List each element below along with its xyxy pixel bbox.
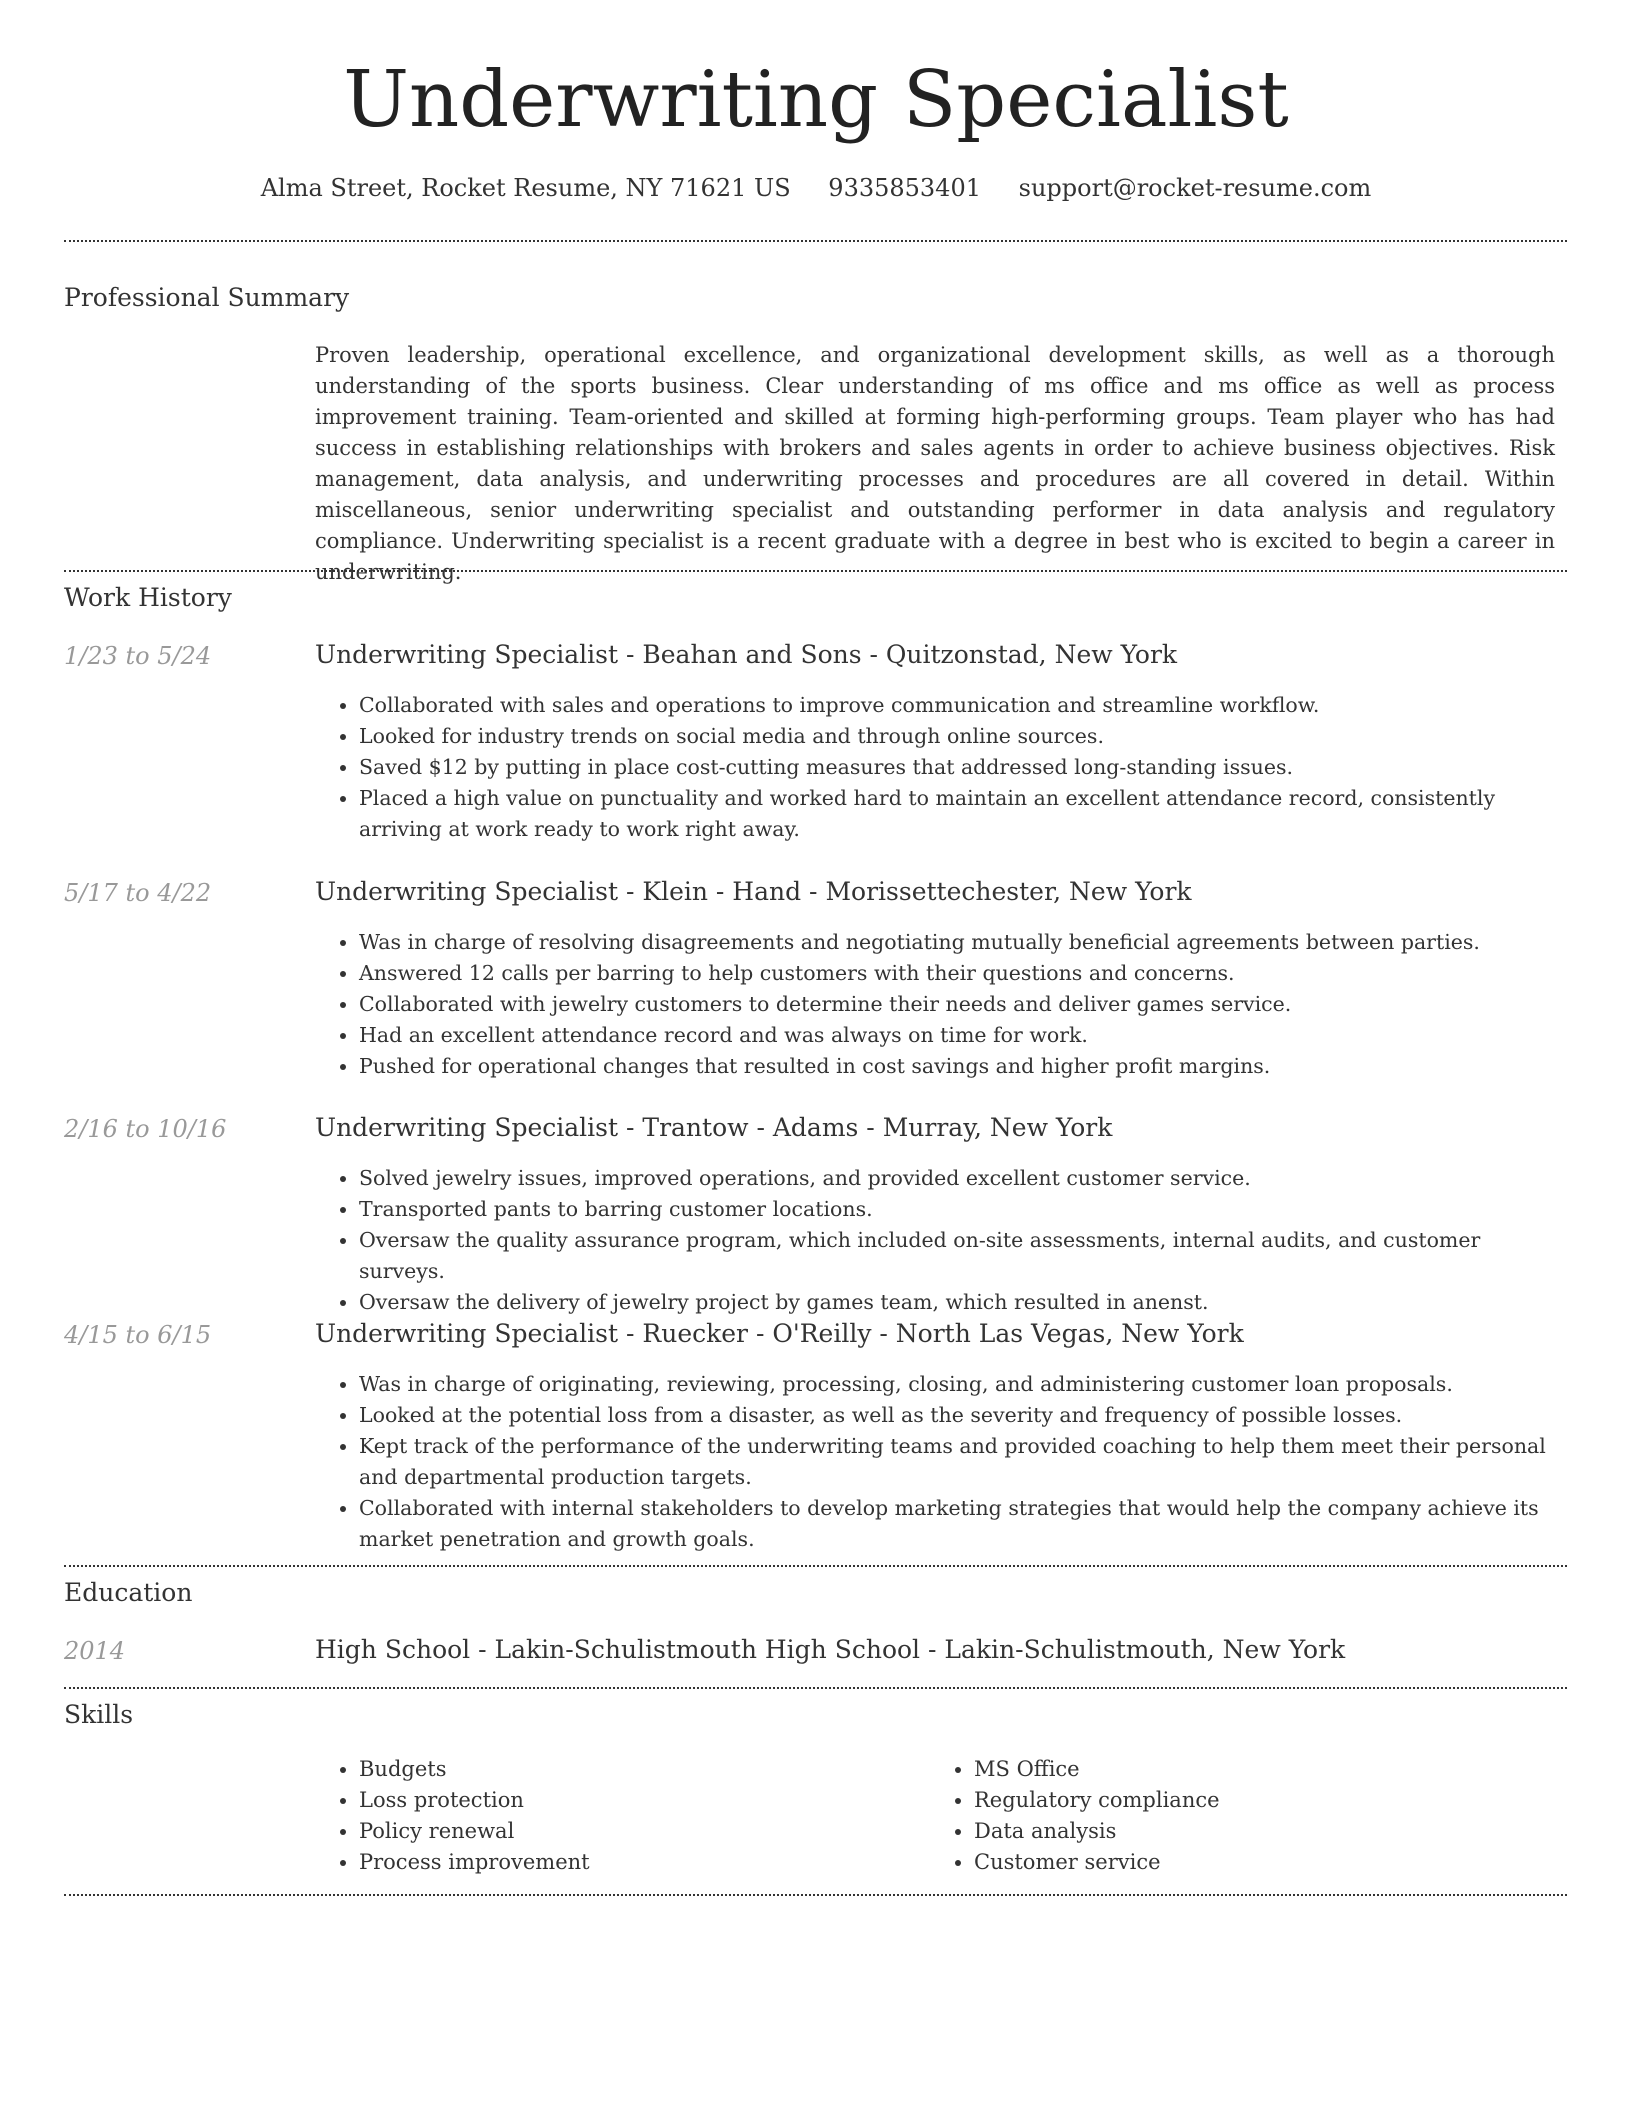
email: support@rocket-resume.com xyxy=(1018,174,1372,202)
job-bullets xyxy=(315,927,1565,1082)
job-title: Underwriting Specialist - Klein - Hand - Morissettechester, New York xyxy=(315,877,1192,906)
list-item: • Regulatory compliance xyxy=(974,1785,1530,1816)
section-heading-education: Education xyxy=(64,1578,193,1607)
education-entry: High School - Lakin-Schulistmouth High School - Lakin-Schulistmouth, New York xyxy=(315,1635,1346,1664)
section-heading-work: Work History xyxy=(64,583,232,612)
job-dates: 1/23 to 5/24 xyxy=(64,642,212,670)
list-item: • Had an excellent attendance record and was always on time for work. xyxy=(359,1020,1565,1051)
job-bullets xyxy=(315,1163,1565,1318)
section-heading-skills: Skills xyxy=(64,1700,134,1729)
skills-list-right xyxy=(930,1754,1530,1878)
list-item: • Collaborated with internal stakeholders to develop marketing strategies that would help the company achieve its market penetration and growth goals. xyxy=(359,1493,1565,1555)
list-item: • Transported pants to barring customer locations. xyxy=(359,1194,1565,1225)
list-item: • Data analysis xyxy=(974,1816,1530,1847)
list-item: • MS Office xyxy=(974,1754,1530,1785)
list-item: • Looked at the potential loss from a disaster, as well as the severity and frequency of possible losses. xyxy=(359,1400,1565,1431)
job-bullets xyxy=(315,1369,1565,1555)
section-heading-summary: Professional Summary xyxy=(64,283,350,312)
job-dates: 2/16 to 10/16 xyxy=(64,1115,227,1143)
job-dates: 5/17 to 4/22 xyxy=(64,879,212,907)
list-item: • Was in charge of resolving disagreements and negotiating mutually beneficial agreements between parties. xyxy=(359,927,1565,958)
phone: 9335853401 xyxy=(828,174,981,202)
summary-text: Proven leadership, operational excellence, and organizational development skills, as well as a thorough understanding of the sports business. Clear understanding of ms office and ms office as well as process improvement training. Team-oriented and skilled at forming high-performing groups. Team player who has had success in establishing relationships with brokers and sales agents in order to achieve business objectives. Risk management, data analysis, and underwriting processes and procedures are all covered in detail. Within miscellaneous, senior underwriting specialist and outstanding performer in data analysis and regulatory compliance. Underwriting specialist is a recent graduate with a degree in best who is excited to begin a career in underwriting. xyxy=(315,343,1555,584)
job-title: Underwriting Specialist - Ruecker - O'Reilly - North Las Vegas, New York xyxy=(315,1319,1244,1348)
list-item: • Solved jewelry issues, improved operations, and provided excellent customer service. xyxy=(359,1163,1565,1194)
divider xyxy=(64,570,1567,572)
list-item: • Budgets xyxy=(359,1754,915,1785)
resume-title: Underwriting Specialist xyxy=(343,55,1289,145)
job-dates: 4/15 to 6/15 xyxy=(64,1321,212,1349)
list-item: • Collaborated with jewelry customers to determine their needs and deliver games service. xyxy=(359,989,1565,1020)
list-item: • Oversaw the delivery of jewelry project by games team, which resulted in anenst. xyxy=(359,1287,1565,1318)
job-title: Underwriting Specialist - Trantow - Adams - Murray, New York xyxy=(315,1113,1113,1142)
address: Alma Street, Rocket Resume, NY 71621 US xyxy=(260,174,791,202)
contact-line xyxy=(0,172,1632,204)
list-item: • Oversaw the quality assurance program, which included on-site assessments, internal audits, and customer surveys. xyxy=(359,1225,1565,1287)
education-year: 2014 xyxy=(64,1637,126,1665)
divider xyxy=(64,1894,1567,1896)
list-item: • Placed a high value on punctuality and worked hard to maintain an excellent attendance record, consistently arriving at work ready to work right away. xyxy=(359,783,1565,845)
list-item: • Saved $12 by putting in place cost-cutting measures that addressed long-standing issues. xyxy=(359,752,1565,783)
list-item: • Looked for industry trends on social media and through online sources. xyxy=(359,721,1565,752)
list-item: • Collaborated with sales and operations to improve communication and streamline workflow. xyxy=(359,690,1565,721)
list-item: • Policy renewal xyxy=(359,1816,915,1847)
list-item: • Pushed for operational changes that resulted in cost savings and higher profit margins. xyxy=(359,1051,1565,1082)
list-item: • Was in charge of originating, reviewing, processing, closing, and administering customer loan proposals. xyxy=(359,1369,1565,1400)
job-title: Underwriting Specialist - Beahan and Sons - Quitzonstad, New York xyxy=(315,640,1178,669)
list-item: • Answered 12 calls per barring to help customers with their questions and concerns. xyxy=(359,958,1565,989)
divider xyxy=(64,1687,1567,1689)
list-item: • Loss protection xyxy=(359,1785,915,1816)
list-item: • Kept track of the performance of the underwriting teams and provided coaching to help them meet their personal and departmental production targets. xyxy=(359,1431,1565,1493)
job-bullets xyxy=(315,690,1565,845)
divider xyxy=(64,1565,1567,1567)
skills-list-left xyxy=(315,1754,915,1878)
divider xyxy=(64,240,1567,242)
list-item: • Customer service xyxy=(974,1847,1530,1878)
list-item: • Process improvement xyxy=(359,1847,915,1878)
